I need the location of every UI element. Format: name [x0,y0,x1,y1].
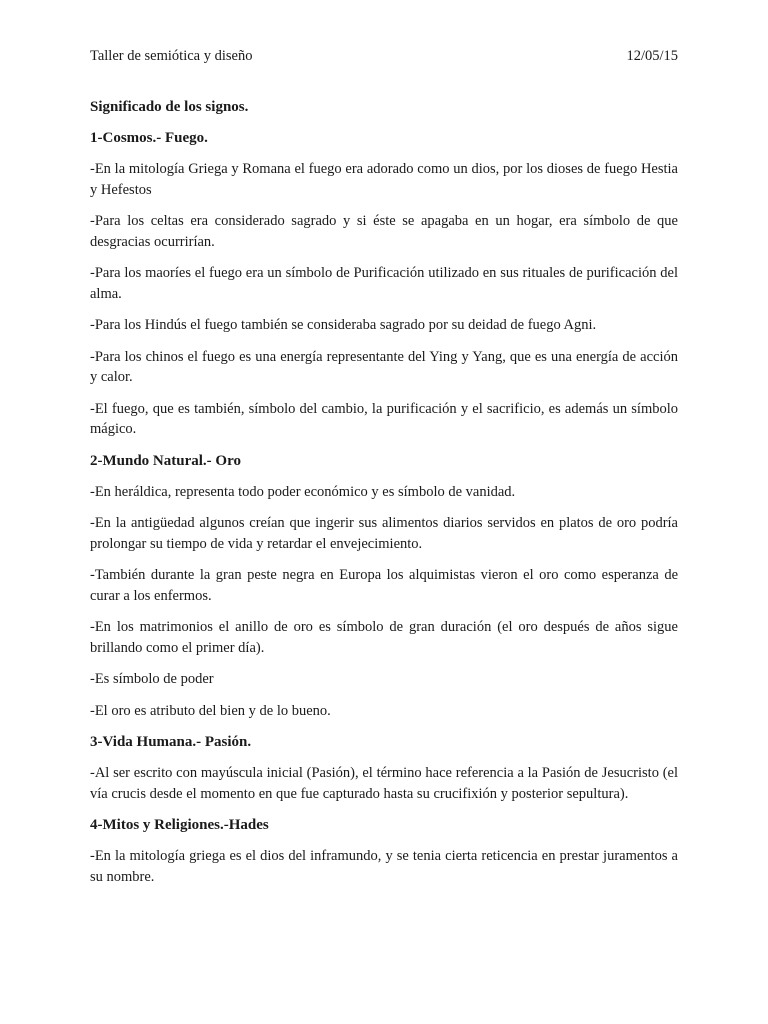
page-header [90,46,678,66]
section-heading: 3-Vida Humana.- Pasión. [90,734,252,750]
section-cosmos [90,128,678,440]
paragraph: -En heráldica, representa todo poder económico y es símbolo de vanidad. [90,483,516,500]
paragraph: -Para los celtas era considerado sagrado y si éste se apagaba en un hogar, era símbolo de que desgracias ocurrirían. [90,213,678,250]
paragraph: -En los matrimonios el anillo de oro es símbolo de gran duración (el oro después de años sigue brillando como el primer día). [90,619,678,656]
paragraph: -Para los maoríes el fuego era un símbolo de Purificación utilizado en sus rituales de purificación del alma. [90,265,678,302]
paragraph: -Es símbolo de poder [90,671,214,687]
paragraph: -El oro es atributo del bien y de lo bueno. [90,702,331,719]
paragraph: -En la mitología griega es el dios del inframundo, y se tenia cierta reticencia en prestar juramentos a su nombre. [90,848,678,885]
header-date: 12/05/15 [626,48,678,64]
section-heading: 2-Mundo Natural.- Oro [90,452,241,469]
section-mitos-religiones [90,815,678,887]
document-title: Significado de los signos. [90,99,249,115]
section-heading: 1-Cosmos.- Fuego. [90,130,208,146]
paragraph: -Para los Hindús el fuego también se consideraba sagrado por su deidad de fuego Agni. [90,317,597,333]
paragraph: -El fuego, que es también, símbolo del cambio, la purificación y el sacrificio, es además un símbolo mágico. [90,400,678,437]
paragraph: -Al ser escrito con mayúscula inicial (Pasión), el término hace referencia a la Pasión de Jesucristo (el vía crucis desde el momento en que fue capturado hasta su crucifixión y posterior sepultura). [90,765,678,802]
paragraph: -Para los chinos el fuego es una energía representante del Ying y Yang, que es una energía de acción y calor. [90,348,678,385]
section-mundo-natural [90,451,678,722]
paragraph: -En la mitología Griega y Romana el fuego era adorado como un dios, por los dioses de fuego Hestia y Hefestos [90,161,678,198]
section-vida-humana [90,732,678,804]
section-heading: 4-Mitos y Religiones.-Hades [90,817,269,833]
paragraph: -También durante la gran peste negra en Europa los alquimistas vieron el oro como esperanza de curar a los enfermos. [90,567,678,604]
header-course-title: Taller de semiótica y diseño [90,48,253,64]
paragraph: -En la antigüedad algunos creían que ingerir sus alimentos diarios servidos en platos de oro podría prolongar su tiempo de vida y retardar el envejecimiento. [90,515,678,552]
